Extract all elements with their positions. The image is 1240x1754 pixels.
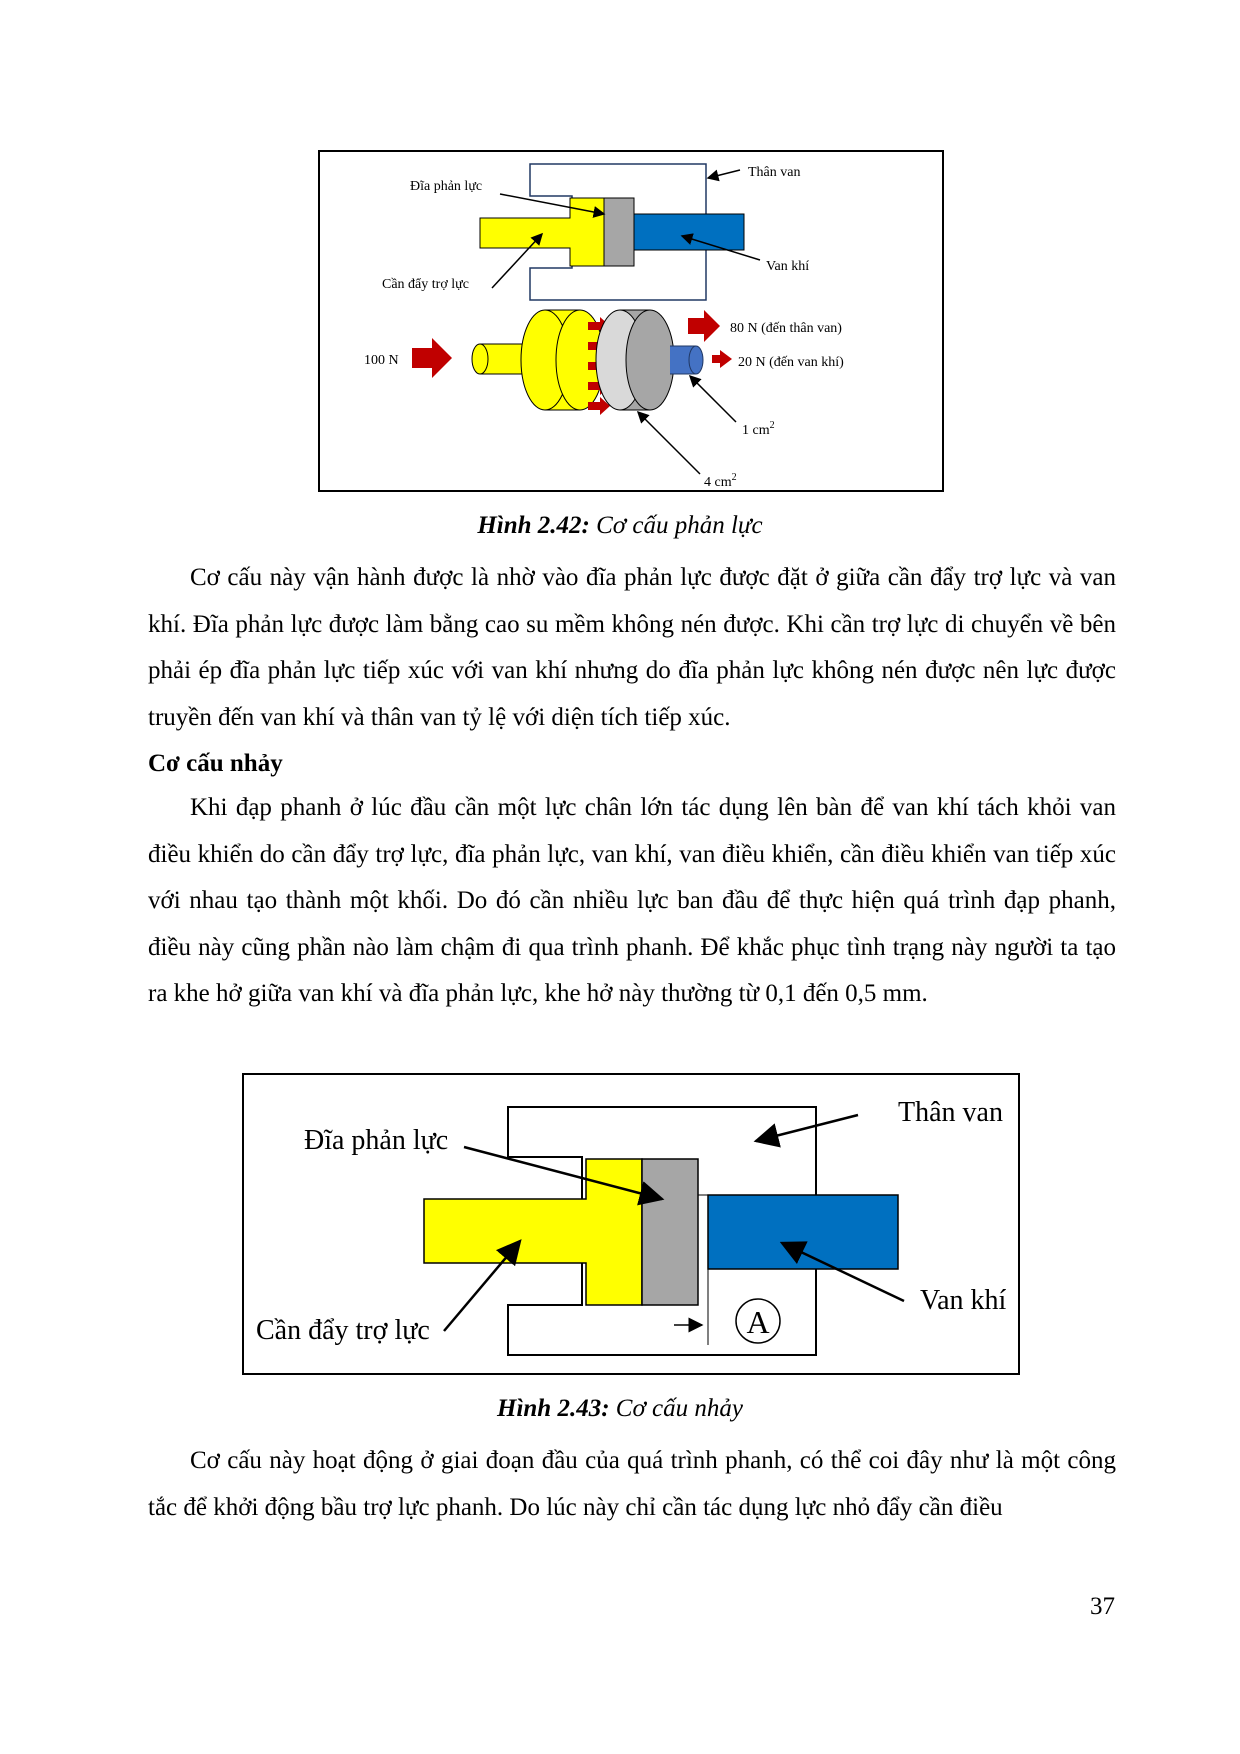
label2-can-day: Cần đẩy trợ lực bbox=[256, 1315, 430, 1346]
paragraph-reaction: Cơ cấu này vận hành được là nhờ vào đĩa phản lực được đặt ở giữa cần đẩy trợ lực và van khí. Đĩa phản lực được làm bằng cao su mềm không nén được. Khi cần trợ lực di chuyển về bên phải ép đĩa phản lực tiếp xúc với van khí nhưng do đĩa phản lực không nén được nên lực được truyền đến van khí và thân van tỷ lệ với diện tích tiếp xúc. bbox=[148, 564, 1116, 731]
caption-text: Cơ cấu phản lực bbox=[589, 512, 763, 539]
air-valve-shape bbox=[634, 214, 744, 250]
label-dia-phan-luc: Đĩa phản lực bbox=[410, 179, 483, 194]
caption-number: Hình 2.43: bbox=[497, 1395, 610, 1422]
figure-reaction-mechanism bbox=[318, 150, 944, 492]
label2-van-khi: Van khí bbox=[920, 1285, 1007, 1316]
air-valve-shape-2 bbox=[708, 1195, 898, 1269]
reaction-disc-shape-2 bbox=[642, 1159, 698, 1305]
paragraph-jump-operation: Cơ cấu này hoạt động ở giai đoạn đầu của quá trình phanh, có thể coi đây như là một công tắc để khởi động bầu trợ lực phanh. Do lúc này chỉ cần tác dụng lực nhỏ đẩy cần điều bbox=[148, 1447, 1116, 1521]
section-heading-jump-mechanism: Cơ cấu nhảy bbox=[148, 750, 283, 777]
jump-mechanism-diagram bbox=[244, 1075, 1018, 1373]
input-force-arrow bbox=[412, 338, 452, 378]
label2-dia-phan-luc: Đĩa phản lực bbox=[304, 1125, 449, 1156]
label-area-small: 1 $cm^2$ bbox=[742, 420, 775, 438]
label2-than-van: Thân van bbox=[898, 1097, 1003, 1128]
label-out-van-khi: 20 N (đến van khí) bbox=[738, 355, 844, 370]
label-van-khi: Van khí bbox=[766, 259, 810, 274]
label-input-force: 100 N bbox=[364, 353, 399, 368]
reaction-disc-3d-shape bbox=[626, 310, 674, 410]
output-force-air-valve-arrow bbox=[712, 350, 732, 368]
label-out-than-van: 80 N (đến thân van) bbox=[730, 321, 842, 336]
label-than-van: Thân van bbox=[748, 165, 801, 180]
air-valve-3d-shape bbox=[689, 346, 703, 374]
push-rod-shape bbox=[480, 198, 604, 266]
push-rod-shape-2 bbox=[424, 1159, 642, 1305]
figure-caption-2-43 bbox=[0, 1395, 1240, 1423]
label-can-day: Cần đẩy trợ lực bbox=[382, 277, 469, 292]
label-area-large: 4 $cm^2$ bbox=[704, 472, 737, 490]
page-number: 37 bbox=[1090, 1593, 1115, 1620]
caption-number: Hình 2.42: bbox=[477, 512, 590, 539]
paragraph-jump: Khi đạp phanh ở lúc đầu cần một lực chân lớn tác dụng lên bàn để van khí tách khỏi van điều khiển do cần đẩy trợ lực, đĩa phản lực, van khí, van điều khiển, cần điều khiển van tiếp xúc với nhau tạo thành một khối. Do đó cần nhiều lực ban đầu để thực hiện quá trình đạp phanh, điều này cũng phần nào làm chậm đi qua trình phanh. Để khắc phục tình trạng này người ta tạo ra khe hở giữa van khí và đĩa phản lực, khe hở này thường từ 0,1 đến 0,5 mm. bbox=[148, 794, 1116, 1007]
gap-marker-label: A bbox=[746, 1304, 770, 1340]
figure-jump-mechanism bbox=[242, 1073, 1020, 1375]
output-force-valve-body-arrow bbox=[688, 310, 720, 342]
reaction-mechanism-diagram bbox=[320, 152, 942, 490]
figure-caption-2-42 bbox=[0, 512, 1240, 540]
caption-text: Cơ cấu nhảy bbox=[609, 1395, 743, 1422]
reaction-disc-shape bbox=[604, 198, 634, 266]
